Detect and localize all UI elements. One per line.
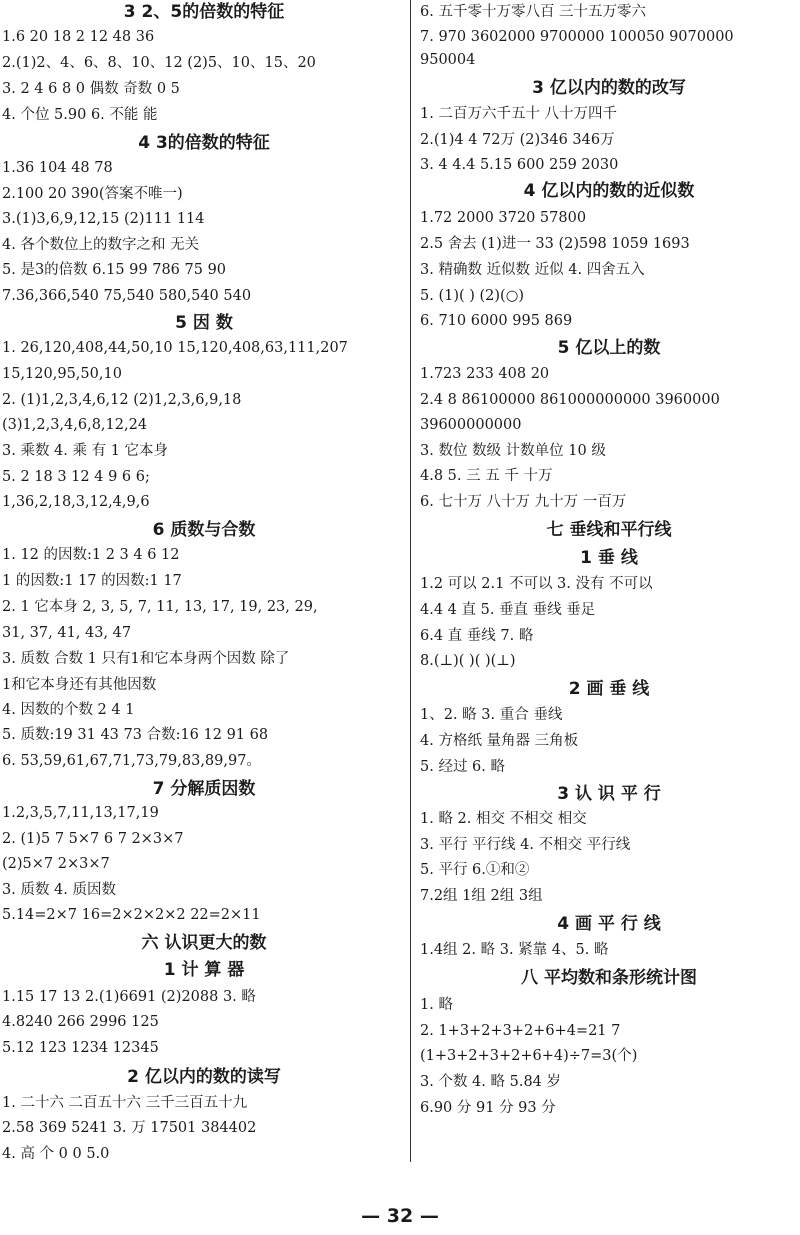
answer-line: 6. 五千零十万零八百 三十五万零六 — [420, 4, 647, 20]
section-heading: 7 分解质因数 — [152, 779, 256, 799]
page-number: — 32 — — [361, 1205, 439, 1227]
answer-line: 1.6 20 18 2 12 48 36 — [2, 29, 155, 45]
section-heading: 4 3的倍数的特征 — [138, 133, 270, 153]
answer-line: 4.4 4 直 5. 垂直 垂线 垂足 — [420, 602, 596, 618]
answer-line: 3. 质数 合数 1 只有1和它本身两个因数 除了 — [2, 651, 290, 667]
section-heading: 2 亿以内的数的读写 — [127, 1067, 281, 1087]
answer-line: 4. 个位 5.90 6. 不能 能 — [2, 107, 158, 123]
answer-line: 1. 12 的因数:1 2 3 4 6 12 — [2, 547, 180, 563]
answer-line: 1.2 可以 2.1 不可以 3. 没有 不可以 — [420, 576, 653, 592]
answer-line: 3.(1)3,6,9,12,15 (2)111 114 — [2, 211, 205, 227]
answer-line: 3. 质数 4. 质因数 — [2, 882, 116, 898]
section-heading: 八 平均数和条形统计图 — [521, 968, 697, 988]
answer-line: 2.5 舍去 (1)进一 33 (2)598 1059 1693 — [420, 236, 690, 252]
section-heading: 3 认 识 平 行 — [557, 784, 661, 804]
answer-line: 6.90 分 91 分 93 分 — [420, 1100, 556, 1116]
answer-line: 3. 4 4.4 5.15 600 259 2030 — [420, 157, 619, 173]
section-heading: 6 质数与合数 — [152, 520, 256, 540]
answer-line: 1.4组 2. 略 3. 紧靠 4、5. 略 — [420, 942, 609, 958]
answer-line: (1+3+2+3+2+6+4)÷7=3(个) — [420, 1048, 638, 1064]
answer-line: 15,120,95,50,10 — [2, 366, 122, 382]
answer-line: 7.2组 1组 2组 3组 — [420, 888, 543, 904]
section-heading: 5 亿以上的数 — [557, 338, 661, 358]
answer-line: 1. 略 2. 相交 不相交 相交 — [420, 811, 587, 827]
answer-line: 5. 质数:19 31 43 73 合数:16 12 91 68 — [2, 727, 269, 743]
answer-line: 2.4 8 86100000 861000000000 3960000 — [420, 392, 720, 408]
answer-line: 3. 平行 平行线 4. 不相交 平行线 — [420, 837, 631, 853]
answer-line: 5.12 123 1234 12345 — [2, 1040, 159, 1056]
answer-line: 3. 数位 数级 计数单位 10 级 — [420, 443, 606, 459]
section-heading: 六 认识更大的数 — [141, 933, 267, 953]
answer-line: 3. 乘数 4. 乘 有 1 它本身 — [2, 443, 169, 459]
answer-line: 5. 是3的倍数 6.15 99 786 75 90 — [2, 262, 227, 278]
section-heading: 七 垂线和平行线 — [546, 520, 672, 540]
answer-line: 2. 1+3+2+3+2+6+4=21 7 — [420, 1023, 621, 1039]
answer-line: (3)1,2,3,4,6,8,12,24 — [2, 417, 148, 433]
section-heading: 1 垂 线 — [580, 548, 638, 568]
answer-line: 6. 七十万 八十万 九十万 一百万 — [420, 494, 627, 510]
answer-line: 8.(⊥)( )( )(⊥) — [420, 653, 516, 669]
answer-line: 4.8240 266 2996 125 — [2, 1014, 159, 1030]
answer-line: 39600000000 — [420, 417, 522, 433]
answer-line: 1.723 233 408 20 — [420, 366, 550, 382]
answer-line: 1、2. 略 3. 重合 垂线 — [420, 707, 563, 723]
answer-line: 7. 970 3602000 9700000 100050 9070000 — [420, 29, 734, 45]
answer-line: 7.36,366,540 75,540 580,540 540 — [2, 288, 252, 304]
answer-line: 1. 二十六 二百五十六 三千三百五十九 — [2, 1095, 248, 1111]
answer-line: 3. 2 4 6 8 0 偶数 奇数 0 5 — [2, 81, 180, 97]
answer-line: 31, 37, 41, 43, 47 — [2, 625, 132, 641]
answer-line: 2. (1)5 7 5×7 6 7 2×3×7 — [2, 831, 184, 847]
section-heading: 4 画 平 行 线 — [557, 914, 661, 934]
answer-line: 950004 — [420, 52, 476, 68]
section-heading: 3 亿以内的数的改写 — [532, 78, 686, 98]
answer-line: 4. 方格纸 量角器 三角板 — [420, 733, 579, 749]
answer-line: 5. 经过 6. 略 — [420, 759, 505, 775]
section-heading: 1 计 算 器 — [163, 960, 245, 980]
answer-line: 4. 高 个 0 0 5.0 — [2, 1146, 110, 1162]
answer-line: 1. 二百万六千五十 八十万四千 — [420, 106, 618, 122]
answer-line: 2. (1)1,2,3,4,6,12 (2)1,2,3,6,9,18 — [2, 392, 242, 408]
answer-line: 1.2,3,5,7,11,13,17,19 — [2, 805, 159, 821]
answer-line: 4. 因数的个数 2 4 1 — [2, 702, 135, 718]
answer-line: 5. 平行 6.①和② — [420, 862, 530, 878]
answer-line: 1,36,2,18,3,12,4,9,6 — [2, 494, 150, 510]
answer-line: 2.100 20 390(答案不唯一) — [2, 186, 183, 202]
section-heading: 2 画 垂 线 — [568, 679, 650, 699]
answer-line: (2)5×7 2×3×7 — [2, 856, 110, 872]
answer-line: 6.4 直 垂线 7. 略 — [420, 628, 534, 644]
column-divider — [410, 0, 411, 1162]
section-heading: 4 亿以内的数的近似数 — [523, 181, 695, 201]
answer-line: 1.15 17 13 2.(1)6691 (2)2088 3. 略 — [2, 989, 256, 1005]
answer-line: 3. 精确数 近似数 近似 4. 四舍五入 — [420, 262, 645, 278]
answer-line: 5.14=2×7 16=2×2×2×2 22=2×11 — [2, 907, 261, 923]
answer-line: 1. 26,120,408,44,50,10 15,120,408,63,111,207 — [2, 340, 348, 356]
answer-line: 2.(1)2、4、6、8、10、12 (2)5、10、15、20 — [2, 55, 316, 71]
section-heading: 3 2、5的倍数的特征 — [123, 2, 285, 22]
answer-line: 6. 53,59,61,67,71,73,79,83,89,97。 — [2, 753, 261, 769]
answer-line: 3. 个数 4. 略 5.84 岁 — [420, 1074, 561, 1090]
answer-line: 1.72 2000 3720 57800 — [420, 210, 587, 226]
answer-line: 2. 1 它本身 2, 3, 5, 7, 11, 13, 17, 19, 23, 29, — [2, 599, 318, 615]
answer-line: 1.36 104 48 78 — [2, 160, 113, 176]
answer-line: 5. (1)( ) (2)(○) — [420, 288, 525, 304]
answer-line: 1 的因数:1 17 的因数:1 17 — [2, 573, 182, 589]
answer-line: 2.(1)4 4 72万 (2)346 346万 — [420, 132, 615, 148]
section-heading: 5 因 数 — [175, 313, 233, 333]
answer-line: 4.8 5. 三 五 千 十万 — [420, 468, 553, 484]
answer-line: 1和它本身还有其他因数 — [2, 677, 157, 693]
answer-line: 6. 710 6000 995 869 — [420, 313, 573, 329]
answer-line: 5. 2 18 3 12 4 9 6 6; — [2, 469, 150, 485]
answer-line: 1. 略 — [420, 997, 453, 1013]
answer-line: 4. 各个数位上的数字之和 无关 — [2, 237, 200, 253]
answer-line: 2.58 369 5241 3. 万 17501 384402 — [2, 1120, 257, 1136]
